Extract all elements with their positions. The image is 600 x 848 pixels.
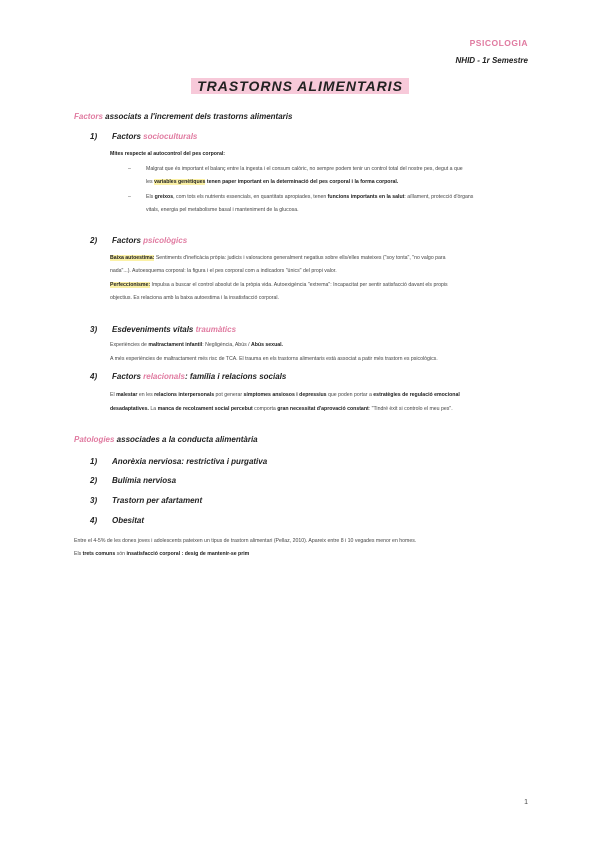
rel-line-1-mid3: que poden portar a bbox=[326, 392, 374, 398]
socio-bullet-2a bbox=[146, 194, 473, 201]
socio-bullet-2a-end: : aïllament, protecció d'òrgans bbox=[404, 194, 474, 200]
rel-line-1-mid2: pot generar bbox=[214, 392, 244, 398]
rel-line-1-bold: malestar bbox=[116, 392, 138, 398]
socio-bullet-2a-pre: Els bbox=[146, 194, 155, 200]
rel-line-1-bold2: relacions interpersonals bbox=[154, 392, 215, 398]
pathology-item bbox=[90, 516, 144, 525]
psico-perfeccionisme-hl: Perfeccionisme: bbox=[110, 282, 151, 288]
common-traits-note bbox=[74, 551, 249, 558]
psico-line-2a-text: Impulsa a buscar el control absolut de la pròpia vida. Autoexigència "extrema": Incapacitat per sentir satisfacció davant els propis bbox=[150, 282, 448, 288]
socio-bullet-1b-bold: tenen paper important en la determinació del pes corporal i la forma corporal. bbox=[205, 179, 399, 185]
socio-bullet-1b-hl: variables genètiques bbox=[154, 179, 206, 185]
page-title-text: TRASTORNS ALIMENTARIS bbox=[191, 78, 409, 94]
socio-bullet-2a-bold2: funcions importants en la salut bbox=[327, 194, 405, 200]
common-traits-bold2: insatisfacció corporal : desig de mantenir-se prim bbox=[126, 551, 250, 557]
common-traits-bold: trets comuns bbox=[82, 551, 116, 557]
rel-line-1-bold4: estratègies de regulació emocional bbox=[373, 392, 460, 398]
trauma-line-2: A més experiències de maltractament més risc de TCA. El trauma en els trastorns alimentaris està associat a patir més trastorn es psicològics. bbox=[110, 356, 438, 362]
section-patologies-heading-pink: Patologies bbox=[74, 435, 115, 444]
pathology-item bbox=[90, 457, 267, 466]
rel-line-2 bbox=[110, 406, 453, 413]
section-patologies-heading-rest: associades a la conducta alimentària bbox=[114, 435, 258, 444]
socio-intro: Mites respecte al autocontrol del pes corporal: bbox=[110, 151, 226, 157]
psico-autoestima-hl: Baixa autoestima: bbox=[110, 255, 155, 261]
pathology-number: 3) bbox=[90, 496, 98, 505]
socio-bullet-1b-pre: les bbox=[146, 179, 155, 185]
rel-line-1-mid: en les bbox=[137, 392, 155, 398]
subject-label: PSICOLOGIA bbox=[469, 38, 528, 48]
prevalence-note: Entre el 4-5% de les dones joves i adolescents pateixen un tipus de trastorn alimentari (Pellaz, 2010). Apareix entre 8 i 10 vegades menor en homes. bbox=[74, 538, 417, 544]
rel-line-2-mid: La bbox=[148, 406, 158, 412]
socio-bullet-1b bbox=[146, 179, 398, 186]
factor-label: Factors bbox=[112, 236, 144, 245]
factor-label: Factors bbox=[112, 372, 144, 381]
factor-number: 4) bbox=[90, 372, 98, 381]
socio-bullet-1a: Malgrat que és important el balanç entre la ingesta i el consum calòric, no sempre podem tenir un control total del nostre pes, degut a que bbox=[146, 166, 463, 172]
page-number: 1 bbox=[524, 799, 528, 806]
factor-traumatics-heading bbox=[90, 325, 236, 334]
psico-line-1a-text: Sentiments d'ineficàcia pròpia: judicis i valoracions generalment negatius sobre ells/elles mateixes ("soy tonta", "no valgo para bbox=[154, 255, 446, 261]
rel-line-2-bold3: gran necessitat d'aprovació constant bbox=[277, 406, 369, 412]
socio-bullet-2a-mid: , com tots els nutrients essencials, en quantitats apropiades, tenen bbox=[173, 194, 328, 200]
trauma-line-1-mid: : Negligència, Abús / bbox=[202, 342, 251, 348]
bullet-dash: – bbox=[128, 166, 131, 172]
factor-label-pink: socioculturals bbox=[143, 132, 198, 141]
bullet-dash: – bbox=[128, 194, 131, 200]
section-factors-heading-rest: associats a l'increment dels trastorns alimentaris bbox=[102, 112, 293, 121]
common-traits-mid: són bbox=[115, 551, 127, 557]
pathology-number: 1) bbox=[90, 457, 98, 466]
trauma-line-1-bold2: Abús sexual. bbox=[251, 342, 284, 348]
pathology-label: Obesitat bbox=[112, 516, 145, 525]
pathology-item bbox=[90, 496, 202, 505]
psico-line-2b: objectius. Es relaciona amb la baixa autoestima i la insatisfacció corporal. bbox=[110, 295, 279, 301]
socio-bullet-2b: vitals, energia pel metabolisme basal i manteniment de la glucosa. bbox=[146, 207, 299, 213]
factor-socioculturals-heading bbox=[90, 132, 197, 141]
pathology-number: 2) bbox=[90, 476, 98, 485]
semester-label: NHID - 1r Semestre bbox=[455, 56, 528, 65]
rel-line-2-mid2: comporta bbox=[252, 406, 278, 412]
factor-number: 2) bbox=[90, 236, 98, 245]
rel-line-1 bbox=[110, 392, 460, 399]
factor-label-pink: psicològics bbox=[143, 236, 188, 245]
factor-label-pink: traumàtics bbox=[195, 325, 237, 334]
socio-bullet-2a-bold: greixos bbox=[154, 194, 174, 200]
rel-line-2-bold2: manca de recolzament social percebut bbox=[157, 406, 253, 412]
factor-relacionals-heading bbox=[90, 372, 286, 381]
pathology-item bbox=[90, 476, 176, 485]
psico-line-1b: nada"...). Autoesquema corporal: la figura i el pes corporal com a indicadors "únics" del propi valor. bbox=[110, 268, 337, 274]
common-traits-pre: Els bbox=[74, 551, 83, 557]
section-factors-heading-pink: Factors bbox=[74, 112, 103, 121]
factor-label: Factors bbox=[112, 132, 144, 141]
factor-psicologics-heading bbox=[90, 236, 187, 245]
pathology-label: Anorèxia nerviosa: restrictiva i purgativa bbox=[112, 457, 268, 466]
rel-line-2-bold: desadaptatives. bbox=[110, 406, 149, 412]
rel-line-2-end: : "Tindré èxit si controlo el meu pes". bbox=[368, 406, 453, 412]
section-factors-heading bbox=[74, 112, 292, 121]
rel-line-1-bold3: símptomes ansiosos i depressius bbox=[243, 392, 327, 398]
factor-label-tail: : família i relacions socials bbox=[184, 372, 287, 381]
psico-line-2a bbox=[110, 282, 448, 289]
rel-line-1-pre: El bbox=[110, 392, 117, 398]
pathology-number: 4) bbox=[90, 516, 98, 525]
trauma-line-1-bold: maltractament infantil bbox=[148, 342, 203, 348]
psico-line-1a bbox=[110, 255, 446, 262]
factor-number: 1) bbox=[90, 132, 98, 141]
page-title bbox=[0, 78, 600, 96]
pathology-label: Trastorn per afartament bbox=[112, 496, 203, 505]
factor-label: Esdeveniments vitals bbox=[112, 325, 196, 334]
pathology-label: Bulímia nerviosa bbox=[112, 476, 177, 485]
trauma-line-1-pre: Experiències de bbox=[110, 342, 149, 348]
trauma-line-1 bbox=[110, 342, 283, 349]
factor-number: 3) bbox=[90, 325, 98, 334]
section-patologies-heading bbox=[74, 435, 258, 444]
factor-label-pink: relacionals bbox=[143, 372, 185, 381]
